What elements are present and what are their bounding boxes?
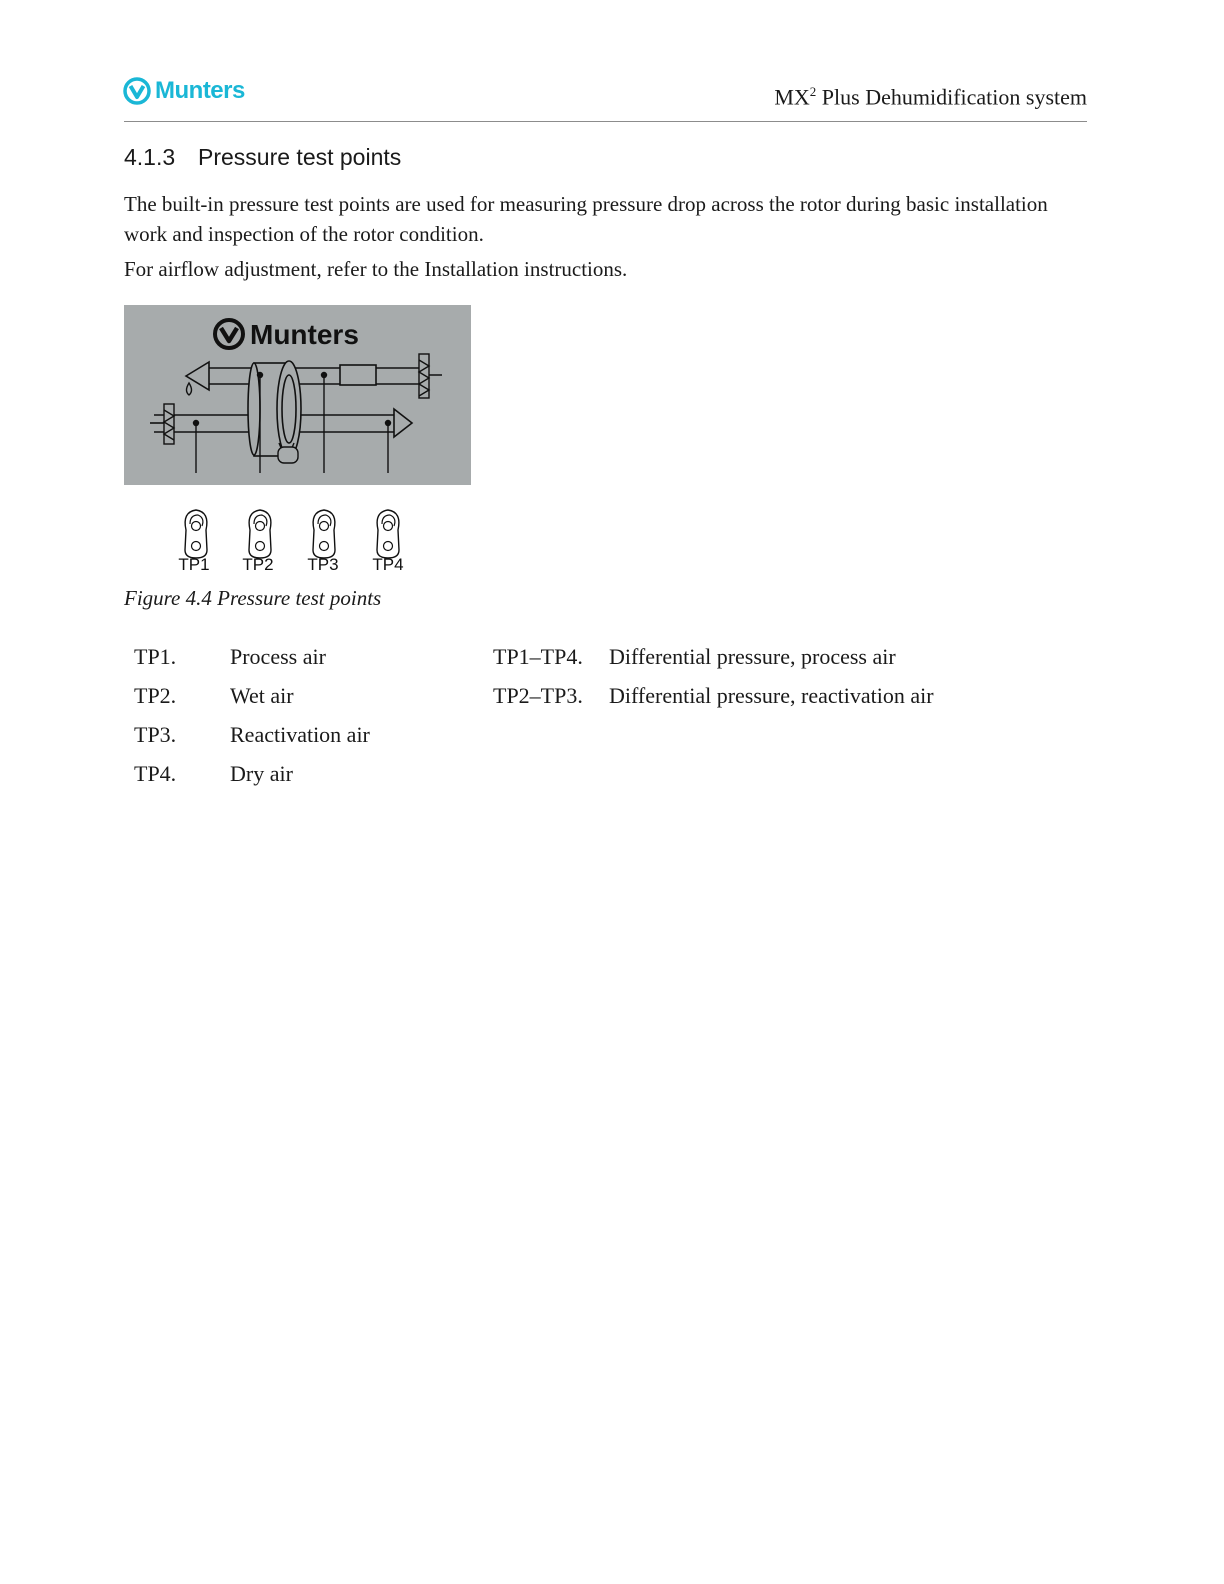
legend-text: Wet air <box>230 683 294 708</box>
document-title-prefix: MX <box>774 84 810 110</box>
pressure-test-diagram <box>124 305 471 485</box>
water-drop-icon <box>187 383 192 395</box>
reactivation-filter <box>419 354 429 398</box>
figure-logo-text: Munters <box>250 319 359 350</box>
legend-code: TP1. <box>134 644 177 669</box>
legend-text: Reactivation air <box>230 722 370 747</box>
figure-caption: Figure 4.4 Pressure test points <box>124 586 382 610</box>
legend-code: TP2. <box>134 683 177 708</box>
tp2-label: TP2 <box>242 555 274 574</box>
legend-text: Process air <box>230 644 326 669</box>
tp1-label: TP1 <box>178 555 210 574</box>
document-title <box>774 84 1087 110</box>
process-filter <box>164 404 174 444</box>
legend-text: Differential pressure, reactivation air <box>609 683 934 708</box>
legend-text: Dry air <box>230 761 293 786</box>
figure-logo-icon <box>215 320 243 348</box>
desiccant-rotor <box>248 361 301 457</box>
legend-code: TP2–TP3. <box>493 683 583 708</box>
document-title-superscript: 2 <box>809 84 817 99</box>
munters-logo <box>123 75 245 107</box>
tp3-connector-icon <box>313 510 335 558</box>
legend-code: TP4. <box>134 761 177 786</box>
tp3-label: TP3 <box>307 555 339 574</box>
document-title-suffix: Plus Dehumidification system <box>816 84 1087 110</box>
section-title: Pressure test points <box>198 144 402 170</box>
tp4-connector-icon <box>377 510 399 558</box>
process-outlet-arrow <box>394 409 412 437</box>
legend-code: TP3. <box>134 722 177 747</box>
tp1-connector-icon <box>185 510 207 558</box>
munters-logo-icon <box>123 77 151 105</box>
airflow-paragraph: For airflow adjustment, refer to the Installation instructions. <box>124 257 628 281</box>
section-number: 4.1.3 <box>124 144 176 170</box>
tp2-connector-icon <box>249 510 271 558</box>
dehumidifier-schematic <box>124 305 471 485</box>
section-heading <box>124 144 401 171</box>
header-divider <box>124 121 1087 122</box>
legend-text: Differential pressure, process air <box>609 644 896 669</box>
tp4-label: TP4 <box>372 555 404 574</box>
legend-code: TP1–TP4. <box>493 644 583 669</box>
intro-paragraph: The built-in pressure test points are used for measuring pressure drop across the rotor during basic installation work and inspection of the rotor condition. <box>124 192 1048 246</box>
logo-text: Munters <box>155 77 245 104</box>
